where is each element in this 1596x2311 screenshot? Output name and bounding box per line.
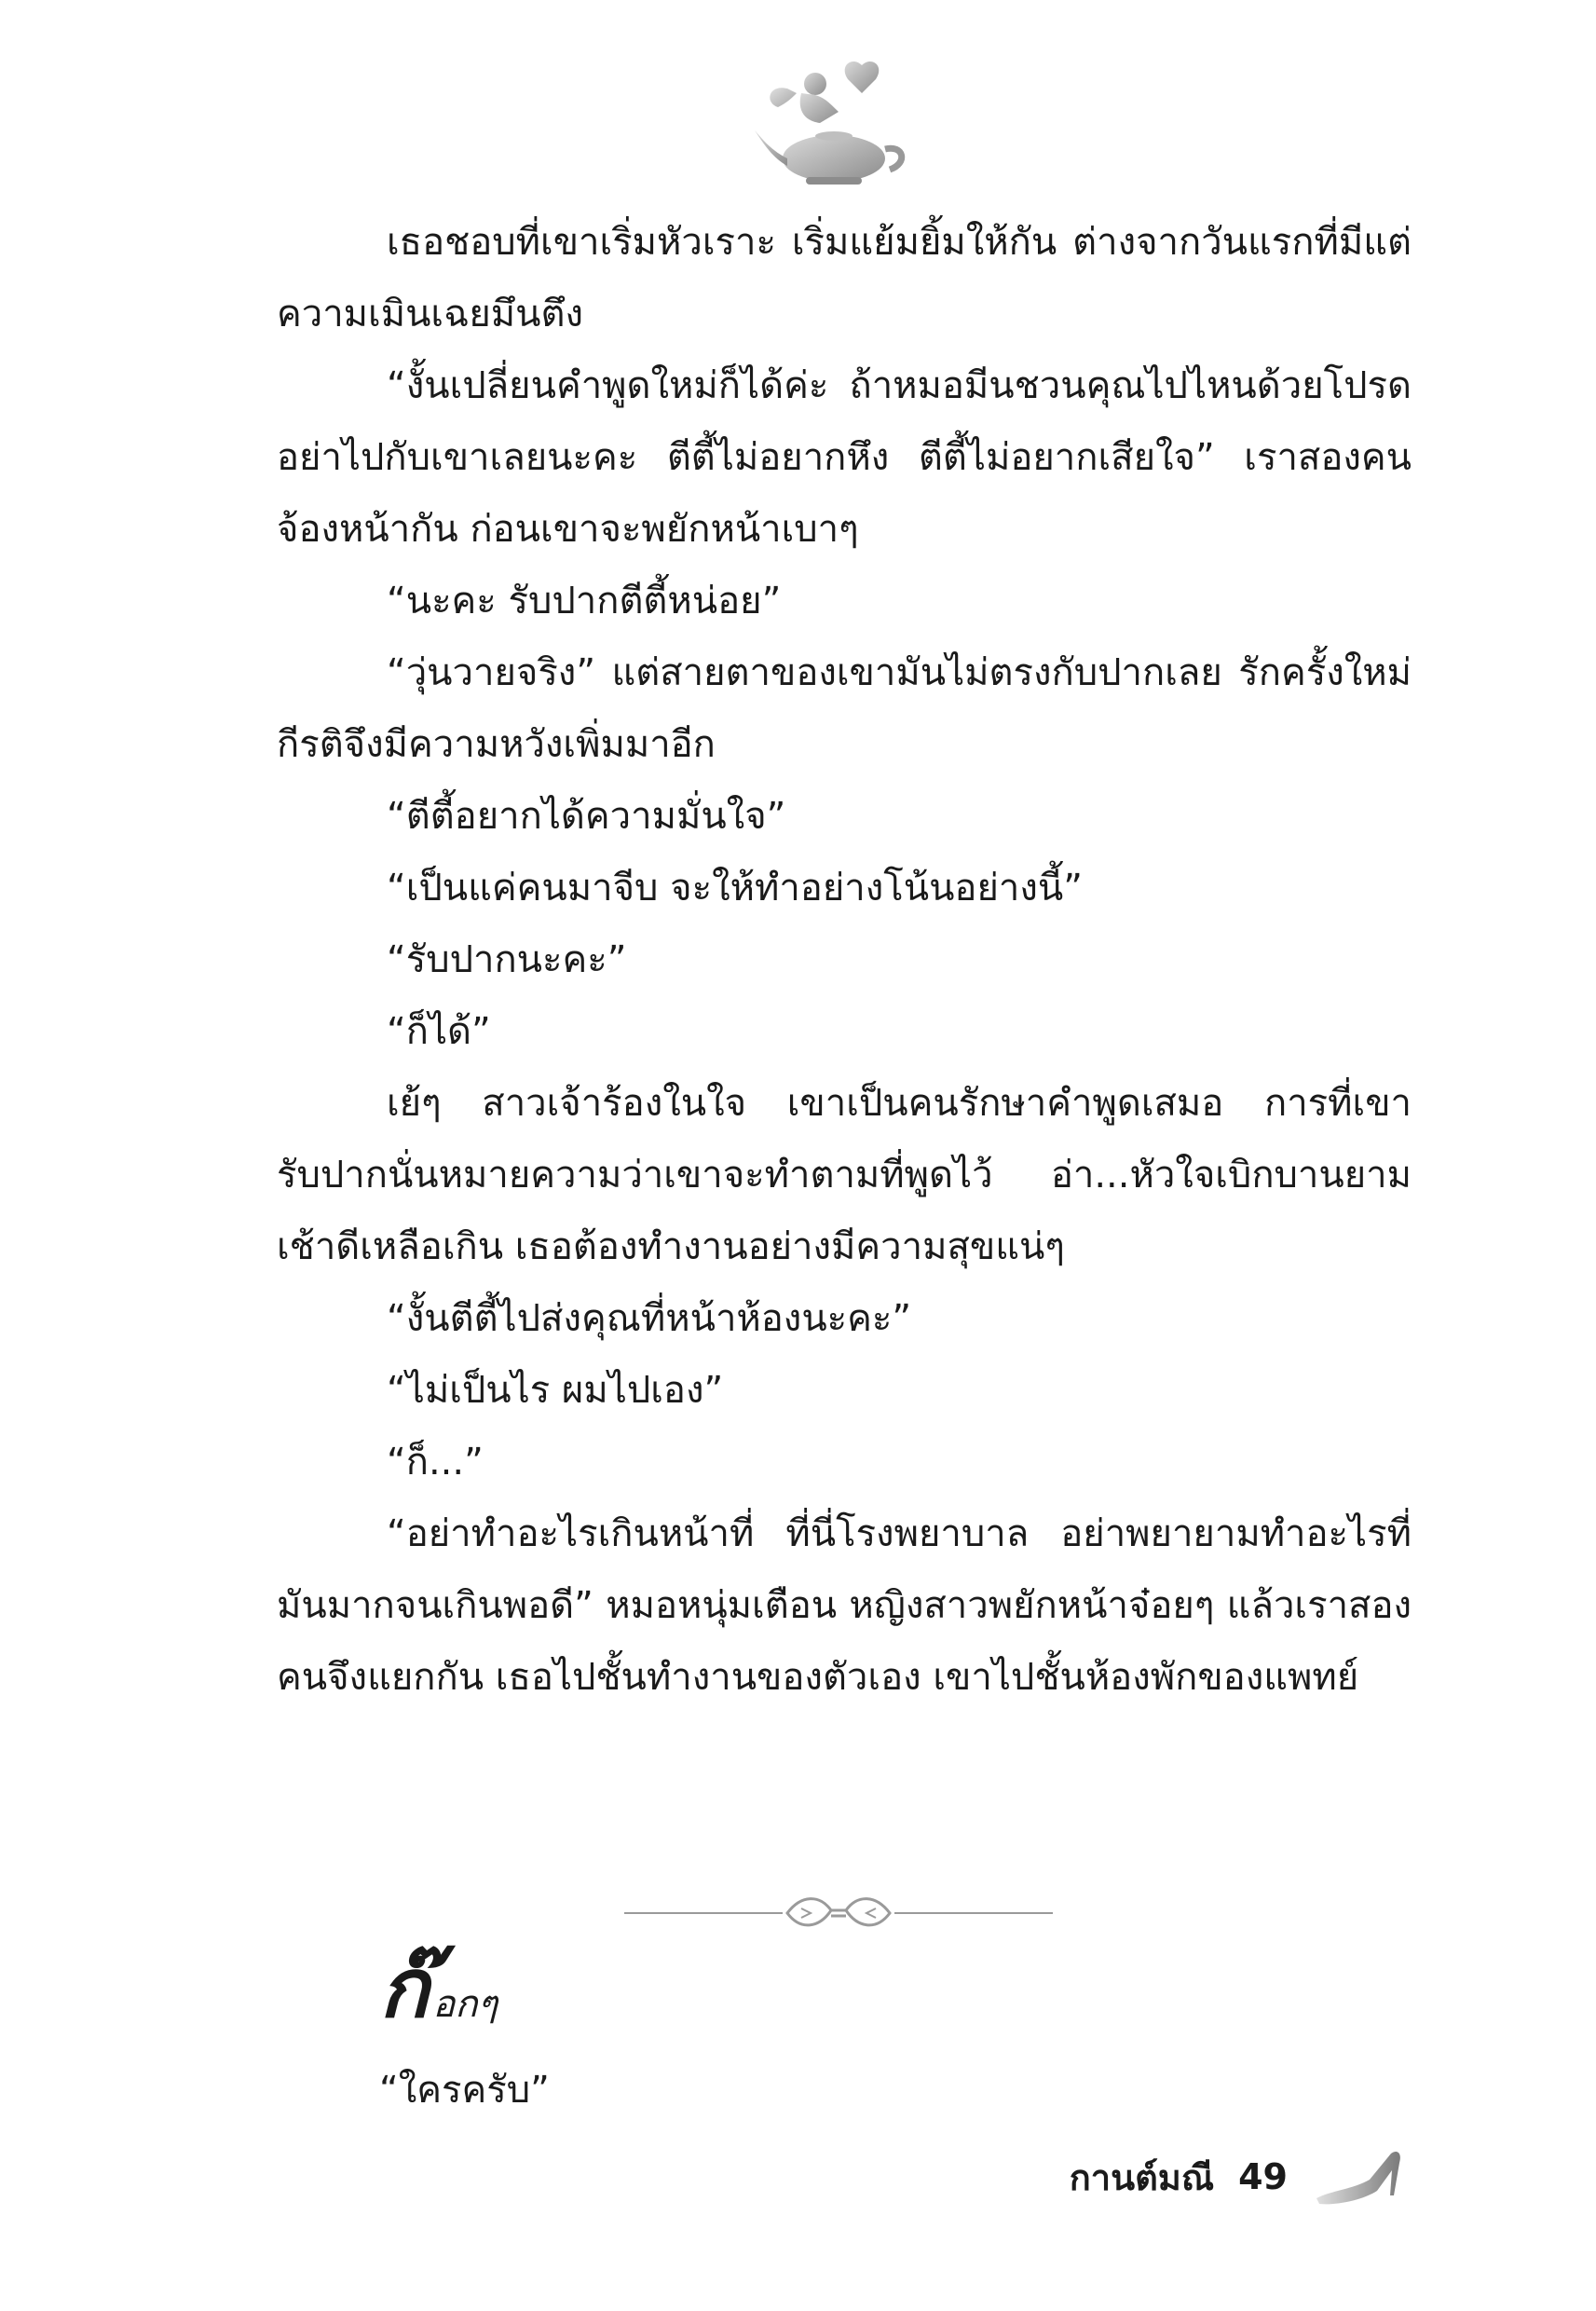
dialogue-line: “ใครครับ”: [379, 2069, 550, 2112]
paragraph: “งั้นตีตี้ไปส่งคุณที่หน้าห้องนะคะ”: [387, 1297, 912, 1340]
paragraph: “วุ่นวายจริง” แต่สายตาของเขามันไม่ตรงกับปากเลย รักครั้งใหม่กีรติจึงมีความหวังเพิ่มมาอีก: [277, 651, 1412, 766]
section-opening: [379, 1940, 498, 2050]
paragraph: “ก็ได้”: [387, 1010, 491, 1053]
paragraph: “เป็นแค่คนมาจีบ จะให้ทำอย่างโน้นอย่างนี้”: [387, 867, 1083, 909]
drop-cap-rest: อกๆ: [432, 1983, 498, 2026]
paragraph: เย้ๆ สาวเจ้าร้องในใจ เขาเป็นคนรักษาคำพูดเสมอ การที่เขารับปากนั่นหมายความว่าเขาจะทำตามที่พูดไว้ อ่า...หัวใจเบิกบานยามเช้าดีเหลือเกิน เธอต้องทำงานอย่างมีความสุขแน่ๆ: [277, 1082, 1412, 1268]
paragraph: “ไม่เป็นไร ผมไปเอง”: [387, 1369, 724, 1412]
paragraph: “ก็...”: [387, 1441, 484, 1484]
paragraph: “นะคะ รับปากตีตี้หน่อย”: [387, 580, 782, 622]
teapot-cupid-ornament-icon: [750, 56, 918, 196]
page-footer: [1070, 2140, 1405, 2214]
paragraph: “ตีตี้อยากได้ความมั่นใจ”: [387, 795, 786, 838]
footer-author: กานต์มณี: [1069, 2156, 1215, 2198]
high-heel-shoe-icon: [1312, 2144, 1405, 2209]
body-text: [277, 207, 1412, 1714]
paragraph: “รับปากนะคะ”: [387, 938, 627, 981]
page-number: 49: [1238, 2156, 1288, 2197]
flourish-divider-icon: [624, 1880, 1053, 1946]
paragraph: “งั้นเปลี่ยนคำพูดใหม่ก็ได้ค่ะ ถ้าหมอมีนชวนคุณไปไหนด้วยโปรดอย่าไปกับเขาเลยนะคะ ตีตี้ไม่อยากหึง ตีตี้ไม่อยากเสียใจ” เราสองคนจ้องหน้ากัน ก่อนเขาจะพยักหน้าเบาๆ: [277, 364, 1412, 551]
paragraph: เธอชอบที่เขาเริ่มหัวเราะ เริ่มแย้มยิ้มให้กัน ต่างจากวันแรกที่มีแต่ความเมินเฉยมึนตึง: [277, 221, 1412, 335]
drop-cap: ก๊: [379, 1940, 430, 2036]
paragraph: “อย่าทำอะไรเกินหน้าที่ ที่นี่โรงพยาบาล อย่าพยายามทำอะไรที่มันมากจนเกินพอดี” หมอหนุ่มเตือน หญิงสาวพยักหน้าจ๋อยๆ แล้วเราสองคนจึงแยกกัน เธอไปชั้นทำงานของตัวเอง เขาไปชั้นห้องพักของแพทย์: [277, 1512, 1412, 1699]
